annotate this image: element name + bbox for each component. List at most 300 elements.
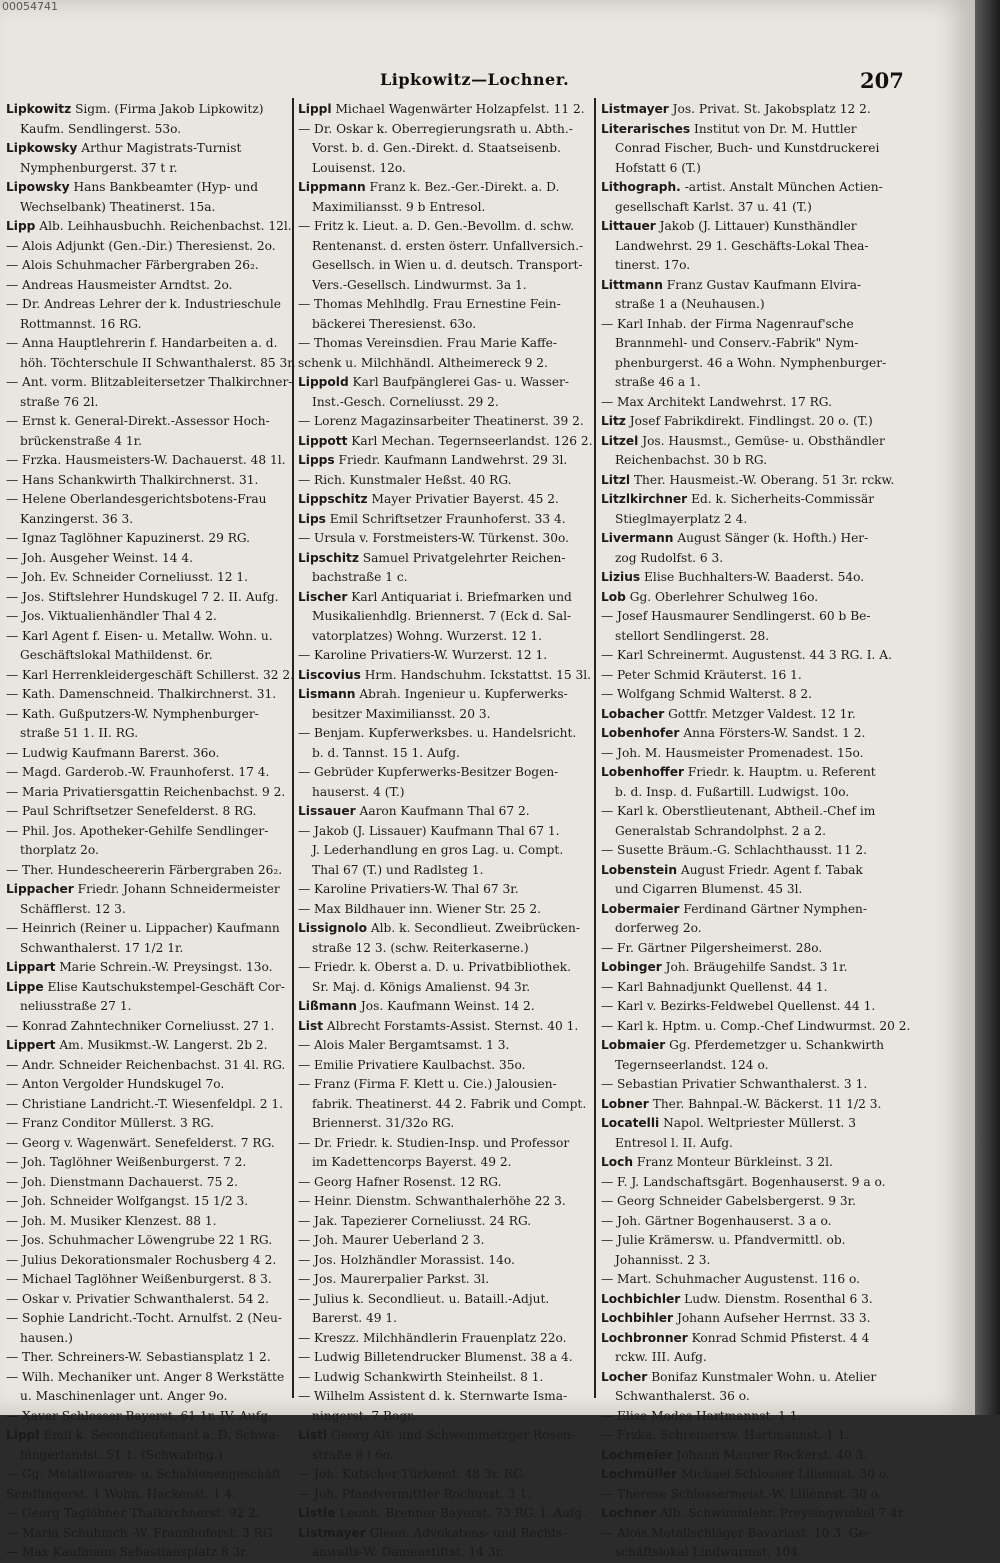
- entry-text: — Benjam. Kupferwerksbes. u. Handelsricht.: [298, 726, 577, 740]
- directory-entry: [6, 412, 288, 432]
- directory-entry: [6, 490, 288, 510]
- entry-text: — Gebrüder Kupferwerks-Besitzer Bogen-: [298, 765, 559, 779]
- directory-entry: [298, 1407, 590, 1427]
- directory-entry: [298, 1056, 590, 1076]
- entry-surname: Lipkowsky: [6, 141, 78, 155]
- directory-entry: [298, 1173, 590, 1193]
- entry-surname: Lobenhoffer: [601, 765, 685, 779]
- entry-text: Jos. Kaufmann Weinst. 14 2.: [360, 999, 535, 1013]
- entry-text: neliusstraße 27 1.: [20, 999, 132, 1013]
- entry-text: — Alois Adjunkt (Gen.-Dir.) Theresienst. 2o.: [6, 238, 276, 253]
- directory-entry: [601, 568, 891, 588]
- directory-entry: [601, 1387, 891, 1407]
- directory-entry: [601, 217, 891, 237]
- directory-entry: [298, 412, 590, 432]
- entry-text: Jos. Privat. St. Jakobsplatz 12 2.: [672, 102, 871, 116]
- entry-text: Friedr. Johann Schneidermeister: [77, 882, 280, 896]
- entry-surname: Lochbihler: [601, 1311, 674, 1325]
- entry-text: — Julius k. Secondlieut. u. Bataill.-Adjut.: [298, 1291, 550, 1306]
- directory-entry: [298, 627, 590, 647]
- directory-entry: [601, 276, 891, 296]
- entry-text: Hofstatt 6 (T.): [615, 160, 701, 175]
- directory-entry: [298, 354, 590, 374]
- entry-text: Kaufm. Sendlingerst. 53o.: [20, 121, 182, 136]
- entry-text: — Joh. Kutscher Türkenst. 48 3r. RG.: [298, 1467, 527, 1481]
- entry-text: Ther. Bahnpal.-W. Bäckerst. 11 1/2 3.: [652, 1096, 882, 1111]
- entry-surname: Litzel: [601, 433, 639, 448]
- entry-surname: List: [298, 1018, 324, 1033]
- entry-text: besitzer Maximiliansst. 20 3.: [312, 706, 491, 721]
- entry-surname: Lochmüller: [601, 1467, 678, 1481]
- directory-entry: [298, 939, 590, 959]
- entry-surname: Lißmann: [298, 999, 357, 1013]
- entry-text: straße 76 2l.: [20, 394, 99, 409]
- entry-text: anwalts-W. Damenstiftst. 14 3r.: [312, 1545, 504, 1559]
- directory-entry: [298, 1485, 590, 1505]
- entry-text: — Wilh. Mechaniker unt. Anger 8 Werkstätte: [6, 1369, 285, 1384]
- directory-entry: [6, 1407, 288, 1427]
- directory-entry: [298, 1114, 590, 1134]
- entry-text: straße 51 1. II. RG.: [20, 726, 139, 740]
- entry-text: Geschäftslokal Mathildenst. 6r.: [20, 648, 213, 662]
- entry-text: — Thomas Mehlhdlg. Frau Ernestine Fein-: [298, 297, 561, 311]
- directory-entry: [298, 1368, 590, 1388]
- directory-entry: [6, 256, 288, 276]
- entry-text: — Franz Conditor Müllerst. 3 RG.: [6, 1116, 214, 1130]
- directory-entry: [6, 373, 293, 393]
- entry-text: — Ludwig Billetendrucker Blumenst. 38 a 4.: [298, 1350, 573, 1364]
- entry-text: — Maria Schuhmch.-W. Fraunhoferst. 3 RG: [6, 1525, 273, 1540]
- directory-entry: [6, 1173, 288, 1193]
- directory-entry: [298, 217, 590, 237]
- entry-text: Schäfflerst. 12 3.: [20, 901, 126, 916]
- entry-text: hausen.): [20, 1330, 73, 1345]
- entry-surname: Lippacher: [6, 882, 74, 896]
- entry-text: Vers.-Gesellsch. Lindwurmst. 3a 1.: [312, 277, 527, 292]
- entry-text: — Anton Vergolder Hundskugel 7o.: [6, 1077, 225, 1091]
- directory-entry: [6, 1231, 288, 1251]
- directory-entry: [298, 178, 590, 198]
- entry-text: Entresol l. II. Aufg.: [615, 1135, 733, 1150]
- directory-entry: [6, 880, 288, 900]
- entry-text: — Dr. Oskar k. Oberregierungsrath u. Abth.-: [298, 121, 573, 136]
- directory-entry: [601, 588, 891, 608]
- entry-surname: Liscovius: [298, 667, 361, 682]
- entry-text: — Jos. Maurerpalier Parkst. 3l.: [298, 1272, 490, 1286]
- entry-text: — Karl Inhab. der Firma Nagenrauf'sche: [601, 316, 854, 331]
- entry-text: Am. Musikmst.-W. Langerst. 2b 2.: [59, 1038, 268, 1052]
- directory-entry: [298, 1387, 590, 1407]
- column-1: [6, 100, 296, 1563]
- directory-entry: [6, 919, 288, 939]
- directory-entry: [601, 880, 891, 900]
- entry-surname: Lippart: [6, 960, 56, 974]
- entry-surname: Lissignolo: [298, 921, 367, 935]
- directory-entry: [6, 568, 288, 588]
- entry-text: — Joh. Dienstmann Dachauerst. 75 2.: [6, 1174, 238, 1189]
- entry-text: — Elise Modes Hartmannst. 1 1.: [601, 1408, 802, 1423]
- entry-text: Konrad Schmid Pfisterst. 4 4: [691, 1330, 870, 1345]
- directory-entry: [298, 685, 590, 705]
- directory-entry: [298, 822, 590, 842]
- page-number: 207: [860, 68, 904, 93]
- directory-entry: [601, 373, 891, 393]
- directory-entry: [601, 490, 891, 510]
- directory-entry: [601, 1095, 891, 1115]
- entry-text: — Georg Schneider Gabelsbergerst. 9 3r.: [601, 1194, 857, 1208]
- entry-text: — Max Kaufmann Sebastiansplatz 8 3r.: [6, 1545, 249, 1559]
- entry-text: — Andreas Hausmeister Arndtst. 2o.: [6, 277, 233, 292]
- directory-entry: [298, 783, 590, 803]
- directory-entry: [298, 588, 590, 608]
- entry-text: — Joh. M. Hausmeister Promenadest. 15o.: [601, 745, 864, 760]
- entry-text: Emil k. Secondlieutenant a. D. Schwa-: [43, 1428, 280, 1442]
- page-edge: [975, 0, 1000, 1415]
- entry-surname: Lithograph.: [601, 180, 681, 194]
- entry-text: Alb. Schwimmlehr. Preysingwinkel 7 4r.: [659, 1506, 907, 1520]
- directory-entry: [601, 1543, 891, 1563]
- entry-text: Karl Baufpänglerei Gas- u. Wasser-: [352, 375, 569, 389]
- directory-entry: [6, 549, 288, 569]
- entry-text: Vorst. b. d. Gen.-Direkt. d. Staatseisenb.: [312, 141, 561, 155]
- entry-text: — Frzka. Schreinersw. Hartmannst. 1 1.: [601, 1428, 850, 1442]
- directory-entry: [6, 451, 288, 471]
- entry-surname: Lippold: [298, 375, 349, 389]
- entry-text: im Kadettencorps Bayerst. 49 2.: [312, 1155, 512, 1169]
- directory-entry: [6, 1036, 288, 1056]
- entry-text: schäftslokal Lindwurmst. 104.: [615, 1545, 802, 1559]
- directory-entry: [6, 100, 288, 120]
- entry-text: tinerst. 17o.: [615, 258, 691, 272]
- entry-text: — Joh. M. Musiker Klenzest. 88 1.: [6, 1213, 217, 1228]
- directory-entry: [298, 276, 590, 296]
- directory-entry: [6, 1251, 288, 1271]
- entry-text: hauserst. 4 (T.): [312, 784, 405, 799]
- entry-text: Leonh. Brenner Bayerst. 73 RG. I. Aufg.: [339, 1506, 587, 1520]
- entry-surname: Lips: [298, 511, 326, 526]
- directory-entry: [601, 646, 891, 666]
- entry-text: vatorplatzes) Wohng. Wurzerst. 12 1.: [312, 628, 542, 643]
- entry-text: — Christiane Landricht.-T. Wiesenfeldpl. 2 1.: [6, 1096, 284, 1111]
- entry-text: Gottfr. Metzger Valdest. 12 1r.: [668, 706, 856, 721]
- directory-entry: [6, 1134, 288, 1154]
- entry-surname: Litzl: [601, 472, 631, 487]
- directory-entry: [601, 1270, 891, 1290]
- directory-entry: [601, 1290, 891, 1310]
- entry-text: — Jakob (J. Lissauer) Kaufmann Thal 67 1.: [298, 823, 560, 838]
- directory-entry: [6, 1368, 288, 1388]
- directory-entry: [6, 1543, 288, 1563]
- directory-entry: [298, 861, 590, 881]
- entry-text: Sr. Maj. d. Königs Amalienst. 94 3r.: [312, 979, 531, 994]
- directory-entry: [6, 334, 288, 354]
- directory-entry: [298, 1075, 590, 1095]
- directory-entry: [298, 432, 593, 452]
- entry-text: — Peter Schmid Kräuterst. 16 1.: [601, 667, 802, 682]
- directory-entry: [6, 978, 288, 998]
- entry-text: Conrad Fischer, Buch- und Kunstdruckerei: [615, 141, 880, 155]
- directory-entry: [6, 1309, 288, 1329]
- entry-text: Ludw. Dienstm. Rosenthal 6 3.: [684, 1291, 873, 1306]
- entry-surname: Litzlkirchner: [601, 492, 688, 506]
- entry-text: — Jos. Stiftslehrer Hundskugel 7 2. II. Aufg.: [6, 589, 279, 604]
- entry-text: — Hans Schankwirth Thalkirchnerst. 31.: [6, 472, 259, 487]
- entry-surname: Lochbichler: [601, 1291, 681, 1306]
- directory-entry: [601, 705, 891, 725]
- column-rule: [292, 98, 294, 1398]
- directory-entry: [6, 1485, 288, 1505]
- entry-surname: Livermann: [601, 531, 674, 545]
- directory-entry: [601, 354, 891, 374]
- directory-entry: [601, 1485, 891, 1505]
- entry-text: — Karl k. Hptm. u. Comp.-Chef Lindwurmst. 20 2.: [601, 1018, 911, 1033]
- entry-surname: Lippl: [298, 102, 332, 116]
- entry-text: Marie Schrein.-W. Preysingst. 13o.: [59, 960, 273, 974]
- entry-text: Michael Schlosser Liliennst. 30 o.: [680, 1467, 890, 1481]
- directory-entry: [6, 1095, 288, 1115]
- directory-entry: [298, 958, 590, 978]
- column-rule: [594, 98, 596, 1398]
- directory-entry: [601, 1426, 891, 1446]
- entry-surname: Lobenhofer: [601, 726, 680, 740]
- directory-entry: [6, 588, 288, 608]
- directory-entry: [298, 490, 590, 510]
- directory-entry: [298, 1309, 590, 1329]
- directory-entry: [6, 393, 288, 413]
- directory-entry: [298, 510, 590, 530]
- directory-entry: [601, 607, 891, 627]
- directory-entry: [6, 315, 288, 335]
- entry-text: — Karl Agent f. Eisen- u. Metallw. Wohn. u.: [6, 628, 273, 643]
- directory-entry: [601, 1173, 891, 1193]
- directory-entry: [601, 822, 891, 842]
- directory-entry: [6, 646, 288, 666]
- directory-entry: [601, 412, 891, 432]
- directory-entry: [601, 1446, 891, 1466]
- entry-text: — Jos. Viktualienhändler Thal 4 2.: [6, 609, 217, 623]
- directory-entry: [601, 315, 891, 335]
- directory-entry: [601, 1036, 891, 1056]
- directory-entry: [298, 1504, 590, 1524]
- entry-surname: Lippl: [6, 1428, 40, 1442]
- entry-text: Inst.-Gesch. Corneliusst. 29 2.: [312, 394, 499, 409]
- entry-text: Ferdinand Gärtner Nymphen-: [683, 901, 867, 916]
- entry-text: Ed. k. Sicherheits-Commissär: [691, 492, 875, 506]
- entry-text: Aaron Kaufmann Thal 67 2.: [359, 804, 530, 818]
- entry-text: zog Rudolfst. 6 3.: [615, 550, 724, 565]
- directory-entry: [298, 744, 590, 764]
- entry-surname: Lismann: [298, 687, 356, 701]
- directory-entry: [6, 997, 288, 1017]
- entry-text: — Dr. Andreas Lehrer der k. Industrieschule: [6, 297, 281, 311]
- entry-text: — Joh. Maurer Ueberland 2 3.: [298, 1233, 485, 1247]
- directory-entry: [298, 900, 590, 920]
- entry-text: — Konrad Zahntechniker Corneliusst. 27 1.: [6, 1018, 275, 1033]
- entry-text: Sendlingerst. 1 Wohn. Hackenst. 1 4.: [6, 1486, 237, 1501]
- entry-text: — Ther. Hundescheererin Färbergraben 26₂.: [6, 862, 283, 877]
- entry-surname: Lippschitz: [298, 492, 368, 506]
- entry-surname: Lochbronner: [601, 1330, 688, 1345]
- archive-stamp: 00054741: [2, 0, 58, 13]
- directory-entry: [601, 1524, 891, 1544]
- entry-surname: Lippott: [298, 433, 348, 448]
- directory-entry: [6, 627, 288, 647]
- entry-surname: Lobinger: [601, 960, 662, 974]
- entry-surname: Lob: [601, 589, 626, 604]
- directory-entry: [6, 1192, 288, 1212]
- directory-entry: [6, 763, 288, 783]
- entry-text: Abrah. Ingenieur u. Kupferwerks-: [359, 687, 568, 701]
- directory-entry: [298, 1212, 590, 1232]
- entry-text: — Ignaz Taglöhner Kapuzinerst. 29 RG.: [6, 531, 251, 545]
- directory-entry: [6, 529, 288, 549]
- directory-entry: [601, 666, 891, 686]
- directory-entry: [298, 880, 590, 900]
- entry-text: — Maria Privatiersgattin Reichenbachst. 9 2.: [6, 784, 286, 799]
- directory-entry: [601, 1056, 891, 1076]
- entry-text: — Xaver Schlosser Bayerst. 61 1r. IV. Aufg.: [6, 1408, 272, 1423]
- directory-entry: [601, 1075, 891, 1095]
- entry-text: Generalstab Schrandolphst. 2 a 2.: [615, 823, 827, 838]
- directory-entry: [601, 744, 891, 764]
- entry-text: — Therese Schlossermeist.-W. Liliennst. 30 o.: [601, 1486, 882, 1501]
- entry-surname: Lobacher: [601, 706, 665, 721]
- directory-entry: [601, 1114, 891, 1134]
- directory-entry: [298, 1543, 590, 1563]
- entry-text: — Jos. Schuhmacher Löwengrube 22 1 RG.: [6, 1233, 273, 1247]
- directory-entry: [601, 900, 891, 920]
- entry-surname: Lobmaier: [601, 1038, 666, 1052]
- entry-text: — Joh. Gärtner Bogenhauserst. 3 a o.: [601, 1213, 832, 1228]
- directory-entry: [6, 217, 292, 237]
- entry-text: — Jos. Holzhändler Morassist. 14o.: [298, 1252, 515, 1267]
- entry-surname: Lippe: [6, 979, 44, 994]
- directory-entry: [298, 529, 590, 549]
- directory-entry: [6, 1056, 288, 1076]
- directory-entry: [298, 120, 590, 140]
- entry-text: — Ant. vorm. Blitzableitersetzer Thalkirchner-: [6, 375, 293, 389]
- entry-text: — Rich. Kunstmaler Heßst. 40 RG.: [298, 472, 512, 487]
- directory-entry: [298, 198, 590, 218]
- directory-entry: [6, 471, 288, 491]
- directory-entry: [6, 198, 288, 218]
- directory-entry: [298, 256, 590, 276]
- directory-entry: [298, 978, 590, 998]
- entry-text: b. d. Tannst. 15 1. Aufg.: [312, 745, 460, 760]
- entry-text: Elise Buchhalters-W. Baaderst. 54o.: [644, 570, 865, 584]
- entry-text: ningerst. 7 Bogr.: [312, 1408, 416, 1423]
- entry-text: Albrecht Forstamts-Assist. Sternst. 40 1.: [326, 1018, 579, 1033]
- directory-entry: [6, 1153, 288, 1173]
- directory-entry: [298, 1524, 590, 1544]
- directory-entry: [601, 120, 891, 140]
- page-header: Lipkowitz—Lochner.: [380, 70, 570, 89]
- entry-text: — Lorenz Magazinsarbeiter Theatinerst. 39 2.: [298, 414, 584, 428]
- directory-entry: [6, 159, 288, 179]
- directory-entry: [298, 100, 590, 120]
- entry-text: Gg. Oberlehrer Schulweg 16o.: [629, 589, 819, 604]
- entry-text: — Phil. Jos. Apotheker-Gehilfe Sendlinger-: [6, 823, 269, 838]
- directory-entry: [298, 763, 590, 783]
- directory-entry: [298, 666, 590, 686]
- entry-text: Musikalienhdlg. Briennerst. 7 (Eck d. Sal-: [312, 609, 572, 623]
- entry-text: — Sophie Landricht.-Tocht. Arnulfst. 2 (Neu-: [6, 1311, 282, 1325]
- directory-entry: [298, 1095, 590, 1115]
- entry-text: schenk u. Milchhändl. Altheimereck 9 2.: [298, 355, 548, 370]
- directory-entry: [601, 685, 891, 705]
- entry-text: Anna Försters-W. Sandst. 1 2.: [683, 726, 866, 740]
- entry-text: bachstraße 1 c.: [312, 570, 408, 584]
- entry-surname: Lipps: [298, 453, 335, 467]
- directory-entry: [298, 724, 590, 744]
- entry-text: bäckerei Theresienst. 63o.: [312, 316, 477, 331]
- entry-text: — Alois Schuhmacher Färbergraben 26₂.: [6, 258, 259, 272]
- directory-entry: [601, 1407, 891, 1427]
- entry-text: August Friedr. Agent f. Tabak: [680, 862, 863, 877]
- directory-entry: [601, 198, 891, 218]
- entry-text: Barerst. 49 1.: [312, 1311, 397, 1325]
- entry-text: Tegernseerlandst. 124 o.: [615, 1057, 769, 1072]
- directory-entry: [601, 1017, 911, 1037]
- entry-text: stellort Sendlingerst. 28.: [615, 628, 770, 643]
- entry-text: Landwehrst. 29 1. Geschäfts-Lokal Thea-: [615, 238, 869, 253]
- directory-entry: [6, 685, 288, 705]
- entry-text: Sigm. (Firma Jakob Lipkowitz): [75, 102, 264, 116]
- entry-text: — Georg Taglöhner Thalkirchnerst. 92 2.: [6, 1506, 260, 1520]
- entry-text: — Karoline Privatiers-W. Wurzerst. 12 1.: [298, 648, 548, 662]
- directory-entry: [601, 1329, 891, 1349]
- entry-surname: Lipkowitz: [6, 102, 72, 116]
- entry-surname: Listmayer: [601, 102, 669, 116]
- entry-text: brückenstraße 4 1r.: [20, 433, 142, 448]
- directory-entry: [298, 568, 590, 588]
- directory-entry: [298, 919, 590, 939]
- entry-text: Rottmannst. 16 RG.: [20, 316, 142, 331]
- entry-surname: Loch: [601, 1155, 634, 1169]
- entry-text: b. d. Insp. d. Fußartill. Ludwigst. 10o.: [615, 784, 850, 799]
- entry-surname: Litz: [601, 414, 626, 428]
- entry-text: Franz Monteur Bürkleinst. 3 2l.: [636, 1155, 833, 1169]
- directory-entry: [298, 237, 590, 257]
- directory-entry: [298, 393, 590, 413]
- directory-entry: [298, 997, 590, 1017]
- entry-text: Michael Wagenwärter Holzapfelst. 11 2.: [335, 102, 585, 116]
- entry-surname: Littauer: [601, 219, 656, 233]
- directory-entry: [298, 1036, 590, 1056]
- entry-text: — Emilie Privatiere Kaulbachst. 35o.: [298, 1057, 526, 1072]
- directory-entry: [601, 724, 891, 744]
- directory-entry: [298, 1270, 590, 1290]
- entry-text: — Karoline Privatiers-W. Thal 67 3r.: [298, 882, 519, 896]
- directory-entry: [601, 471, 895, 491]
- directory-entry: [601, 1368, 891, 1388]
- directory-entry: [6, 1270, 288, 1290]
- entry-text: Johann Maurer Rockerst. 40 3.: [676, 1447, 868, 1462]
- directory-entry: [601, 256, 891, 276]
- directory-entry: [6, 1075, 288, 1095]
- entry-surname: Lobner: [601, 1096, 649, 1111]
- entry-text: — Karl k. Oberstlieutenant, Abtheil.-Chef im: [601, 804, 876, 818]
- entry-text: — Heinrich (Reiner u. Lippacher) Kaufmann: [6, 921, 280, 935]
- entry-text: straße 8 l 6o.: [312, 1447, 394, 1462]
- entry-text: — Julie Krämersw. u. Pfandvermittl. ob.: [601, 1233, 846, 1247]
- directory-entry: [6, 432, 288, 452]
- directory-entry: [6, 822, 288, 842]
- entry-text: Nymphenburgerst. 37 t r.: [20, 160, 178, 175]
- entry-text: Schwanthalerst. 17 1/2 1r.: [20, 940, 184, 955]
- entry-surname: Lobenstein: [601, 862, 678, 877]
- entry-text: Karl Antiquariat i. Briefmarken und: [351, 589, 572, 604]
